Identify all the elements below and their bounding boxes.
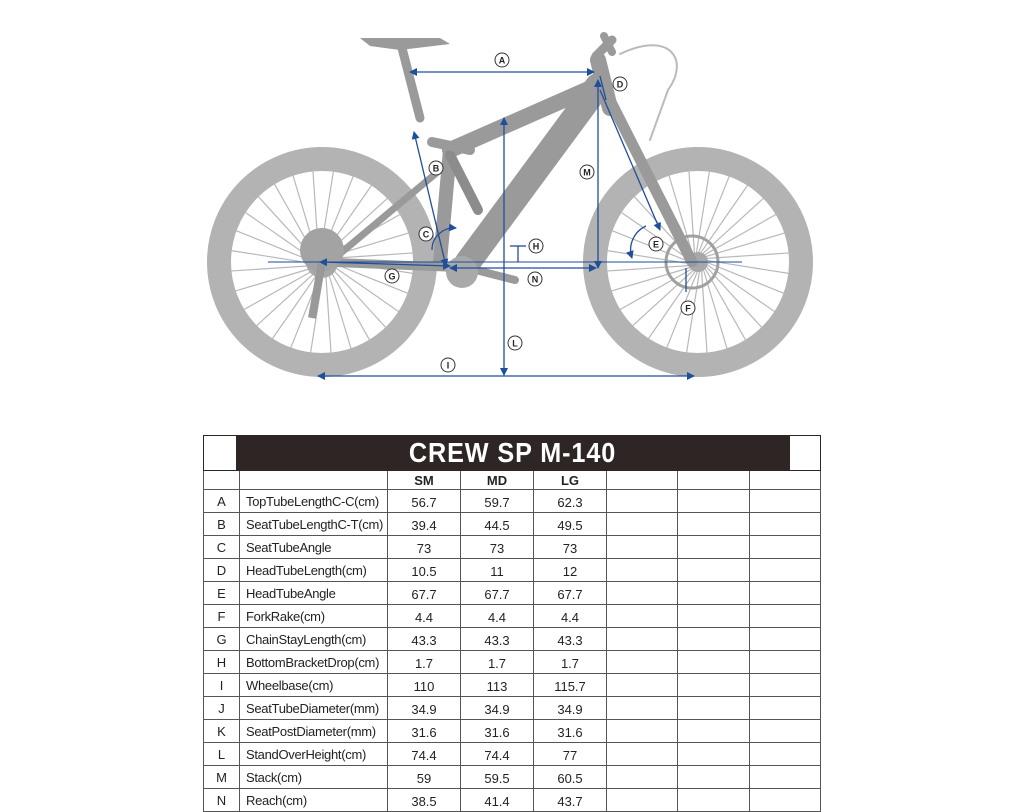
row-code: H [204, 651, 240, 674]
value-md: 4.4 [461, 605, 534, 628]
value-sm: 56.7 [388, 490, 461, 513]
value-empty [607, 674, 678, 697]
table-row [204, 513, 821, 536]
row-code: K [204, 720, 240, 743]
value-lg: 31.6 [534, 720, 607, 743]
row-label: SeatTubeAngle [240, 536, 388, 559]
value-empty [678, 789, 750, 812]
value-md: 1.7 [461, 651, 534, 674]
row-label: ChainStayLength(cm) [240, 628, 388, 651]
table-row [204, 697, 821, 720]
value-empty [678, 766, 750, 789]
row-code: M [204, 766, 240, 789]
table-row [204, 674, 821, 697]
table-row [204, 651, 821, 674]
spoke [689, 170, 695, 254]
svg-text:H: H [532, 241, 540, 252]
value-empty [678, 605, 750, 628]
badge-n [528, 272, 542, 286]
table-row [204, 789, 821, 812]
svg-text:I: I [446, 360, 450, 371]
badge-i [441, 358, 455, 372]
value-empty [678, 674, 750, 697]
table-row [204, 628, 821, 651]
table-row [204, 559, 821, 582]
badge-c [419, 227, 433, 241]
row-label: HeadTubeAngle [240, 582, 388, 605]
row-code: J [204, 697, 240, 720]
value-sm: 34.9 [388, 697, 461, 720]
value-sm: 1.7 [388, 651, 461, 674]
table-row [204, 720, 821, 743]
header-blank-code [204, 471, 240, 490]
header-size-empty-2 [678, 471, 750, 490]
value-empty [607, 513, 678, 536]
row-code: B [204, 513, 240, 536]
badge-d [613, 77, 627, 91]
value-lg: 62.3 [534, 490, 607, 513]
svg-text:C: C [422, 229, 430, 240]
row-label: Wheelbase(cm) [240, 674, 388, 697]
value-empty [678, 743, 750, 766]
value-empty [750, 743, 821, 766]
value-lg: 73 [534, 536, 607, 559]
value-lg: 49.5 [534, 513, 607, 536]
svg-text:G: G [388, 271, 396, 282]
value-sm: 4.4 [388, 605, 461, 628]
value-empty [750, 536, 821, 559]
spoke [606, 265, 690, 271]
table-title-row [204, 436, 821, 471]
header-size-md: MD [461, 471, 534, 490]
value-empty [678, 490, 750, 513]
value-sm: 39.4 [388, 513, 461, 536]
badge-m [580, 165, 594, 179]
value-empty [607, 605, 678, 628]
value-sm: 74.4 [388, 743, 461, 766]
value-empty [750, 766, 821, 789]
spoke [235, 267, 316, 291]
header-blank-label [240, 471, 388, 490]
value-empty [750, 651, 821, 674]
spoke [703, 268, 727, 349]
value-md: 11 [461, 559, 534, 582]
badge-h [529, 239, 543, 253]
value-lg: 1.7 [534, 651, 607, 674]
value-empty [750, 720, 821, 743]
badge-a [495, 53, 509, 67]
value-md: 44.5 [461, 513, 534, 536]
value-lg: 12 [534, 559, 607, 582]
value-empty [607, 582, 678, 605]
value-lg: 67.7 [534, 582, 607, 605]
value-sm: 67.7 [388, 582, 461, 605]
value-empty [750, 605, 821, 628]
size-header-row [204, 471, 821, 490]
badge-b [429, 161, 443, 175]
value-empty [750, 490, 821, 513]
value-empty [750, 582, 821, 605]
value-md: 67.7 [461, 582, 534, 605]
value-empty [678, 651, 750, 674]
badge-e [649, 237, 663, 251]
row-label: HeadTubeLength(cm) [240, 559, 388, 582]
svg-text:L: L [512, 338, 518, 349]
table-row [204, 743, 821, 766]
value-md: 74.4 [461, 743, 534, 766]
value-md: 31.6 [461, 720, 534, 743]
value-empty [750, 789, 821, 812]
value-empty [678, 582, 750, 605]
row-label: SeatTubeLengthC-T(cm) [240, 513, 388, 536]
table-row [204, 766, 821, 789]
value-empty [607, 490, 678, 513]
value-lg: 115.7 [534, 674, 607, 697]
value-md: 59.5 [461, 766, 534, 789]
value-empty [607, 559, 678, 582]
badge-g [385, 269, 399, 283]
svg-text:A: A [498, 55, 506, 66]
value-md: 43.3 [461, 628, 534, 651]
badge-l [508, 336, 522, 350]
value-empty [607, 651, 678, 674]
value-md: 113 [461, 674, 534, 697]
value-lg: 43.7 [534, 789, 607, 812]
row-code: L [204, 743, 240, 766]
table-row [204, 536, 821, 559]
value-md: 34.9 [461, 697, 534, 720]
svg-text:D: D [616, 79, 624, 90]
value-sm: 73 [388, 536, 461, 559]
header-size-lg: LG [534, 471, 607, 490]
row-label: SeatTubeDiameter(mm) [240, 697, 388, 720]
table-row [204, 582, 821, 605]
value-empty [607, 720, 678, 743]
spoke [327, 268, 351, 349]
value-empty [678, 536, 750, 559]
row-code: A [204, 490, 240, 513]
row-code: N [204, 789, 240, 812]
value-empty [750, 674, 821, 697]
value-empty [607, 743, 678, 766]
svg-text:N: N [531, 274, 539, 285]
table-row [204, 490, 821, 513]
value-empty [678, 628, 750, 651]
chainring [446, 256, 478, 288]
value-empty [607, 536, 678, 559]
row-label: TopTubeLengthC-C(cm) [240, 490, 388, 513]
value-empty [678, 697, 750, 720]
spoke [325, 269, 331, 353]
value-empty [678, 720, 750, 743]
value-sm: 110 [388, 674, 461, 697]
value-empty [607, 697, 678, 720]
svg-text:B: B [432, 163, 440, 174]
row-code: I [204, 674, 240, 697]
value-sm: 10.5 [388, 559, 461, 582]
svg-text:E: E [652, 239, 660, 250]
row-code: E [204, 582, 240, 605]
table-title: CREW SP M-140 [234, 436, 789, 471]
value-empty [750, 559, 821, 582]
row-label: ForkRake(cm) [240, 605, 388, 628]
value-sm: 38.5 [388, 789, 461, 812]
table-body [204, 490, 821, 812]
value-md: 41.4 [461, 789, 534, 812]
value-empty [750, 513, 821, 536]
header-size-empty-3 [750, 471, 821, 490]
row-code: C [204, 536, 240, 559]
saddle [360, 38, 450, 50]
row-label: BottomBracketDrop(cm) [240, 651, 388, 674]
svg-text:M: M [583, 167, 591, 178]
value-sm: 59 [388, 766, 461, 789]
row-code: G [204, 628, 240, 651]
row-code: D [204, 559, 240, 582]
value-empty [607, 789, 678, 812]
spoke [701, 269, 707, 353]
table-row [204, 605, 821, 628]
row-label: Stack(cm) [240, 766, 388, 789]
spoke [611, 267, 692, 291]
value-md: 59.7 [461, 490, 534, 513]
value-lg: 4.4 [534, 605, 607, 628]
value-lg: 77 [534, 743, 607, 766]
row-label: Reach(cm) [240, 789, 388, 812]
value-empty [678, 559, 750, 582]
value-lg: 43.3 [534, 628, 607, 651]
value-empty [607, 628, 678, 651]
value-empty [678, 513, 750, 536]
row-code: F [204, 605, 240, 628]
badge-f [681, 301, 695, 315]
value-lg: 60.5 [534, 766, 607, 789]
value-md: 73 [461, 536, 534, 559]
value-empty [750, 628, 821, 651]
geometry-table [203, 435, 821, 812]
value-sm: 43.3 [388, 628, 461, 651]
spoke [230, 265, 314, 271]
row-label: StandOverHeight(cm) [240, 743, 388, 766]
value-empty [750, 697, 821, 720]
header-size-empty-1 [607, 471, 678, 490]
value-lg: 34.9 [534, 697, 607, 720]
header-size-sm: SM [388, 471, 461, 490]
svg-text:F: F [685, 303, 691, 314]
value-sm: 31.6 [388, 720, 461, 743]
value-empty [607, 766, 678, 789]
row-label: SeatPostDiameter(mm) [240, 720, 388, 743]
